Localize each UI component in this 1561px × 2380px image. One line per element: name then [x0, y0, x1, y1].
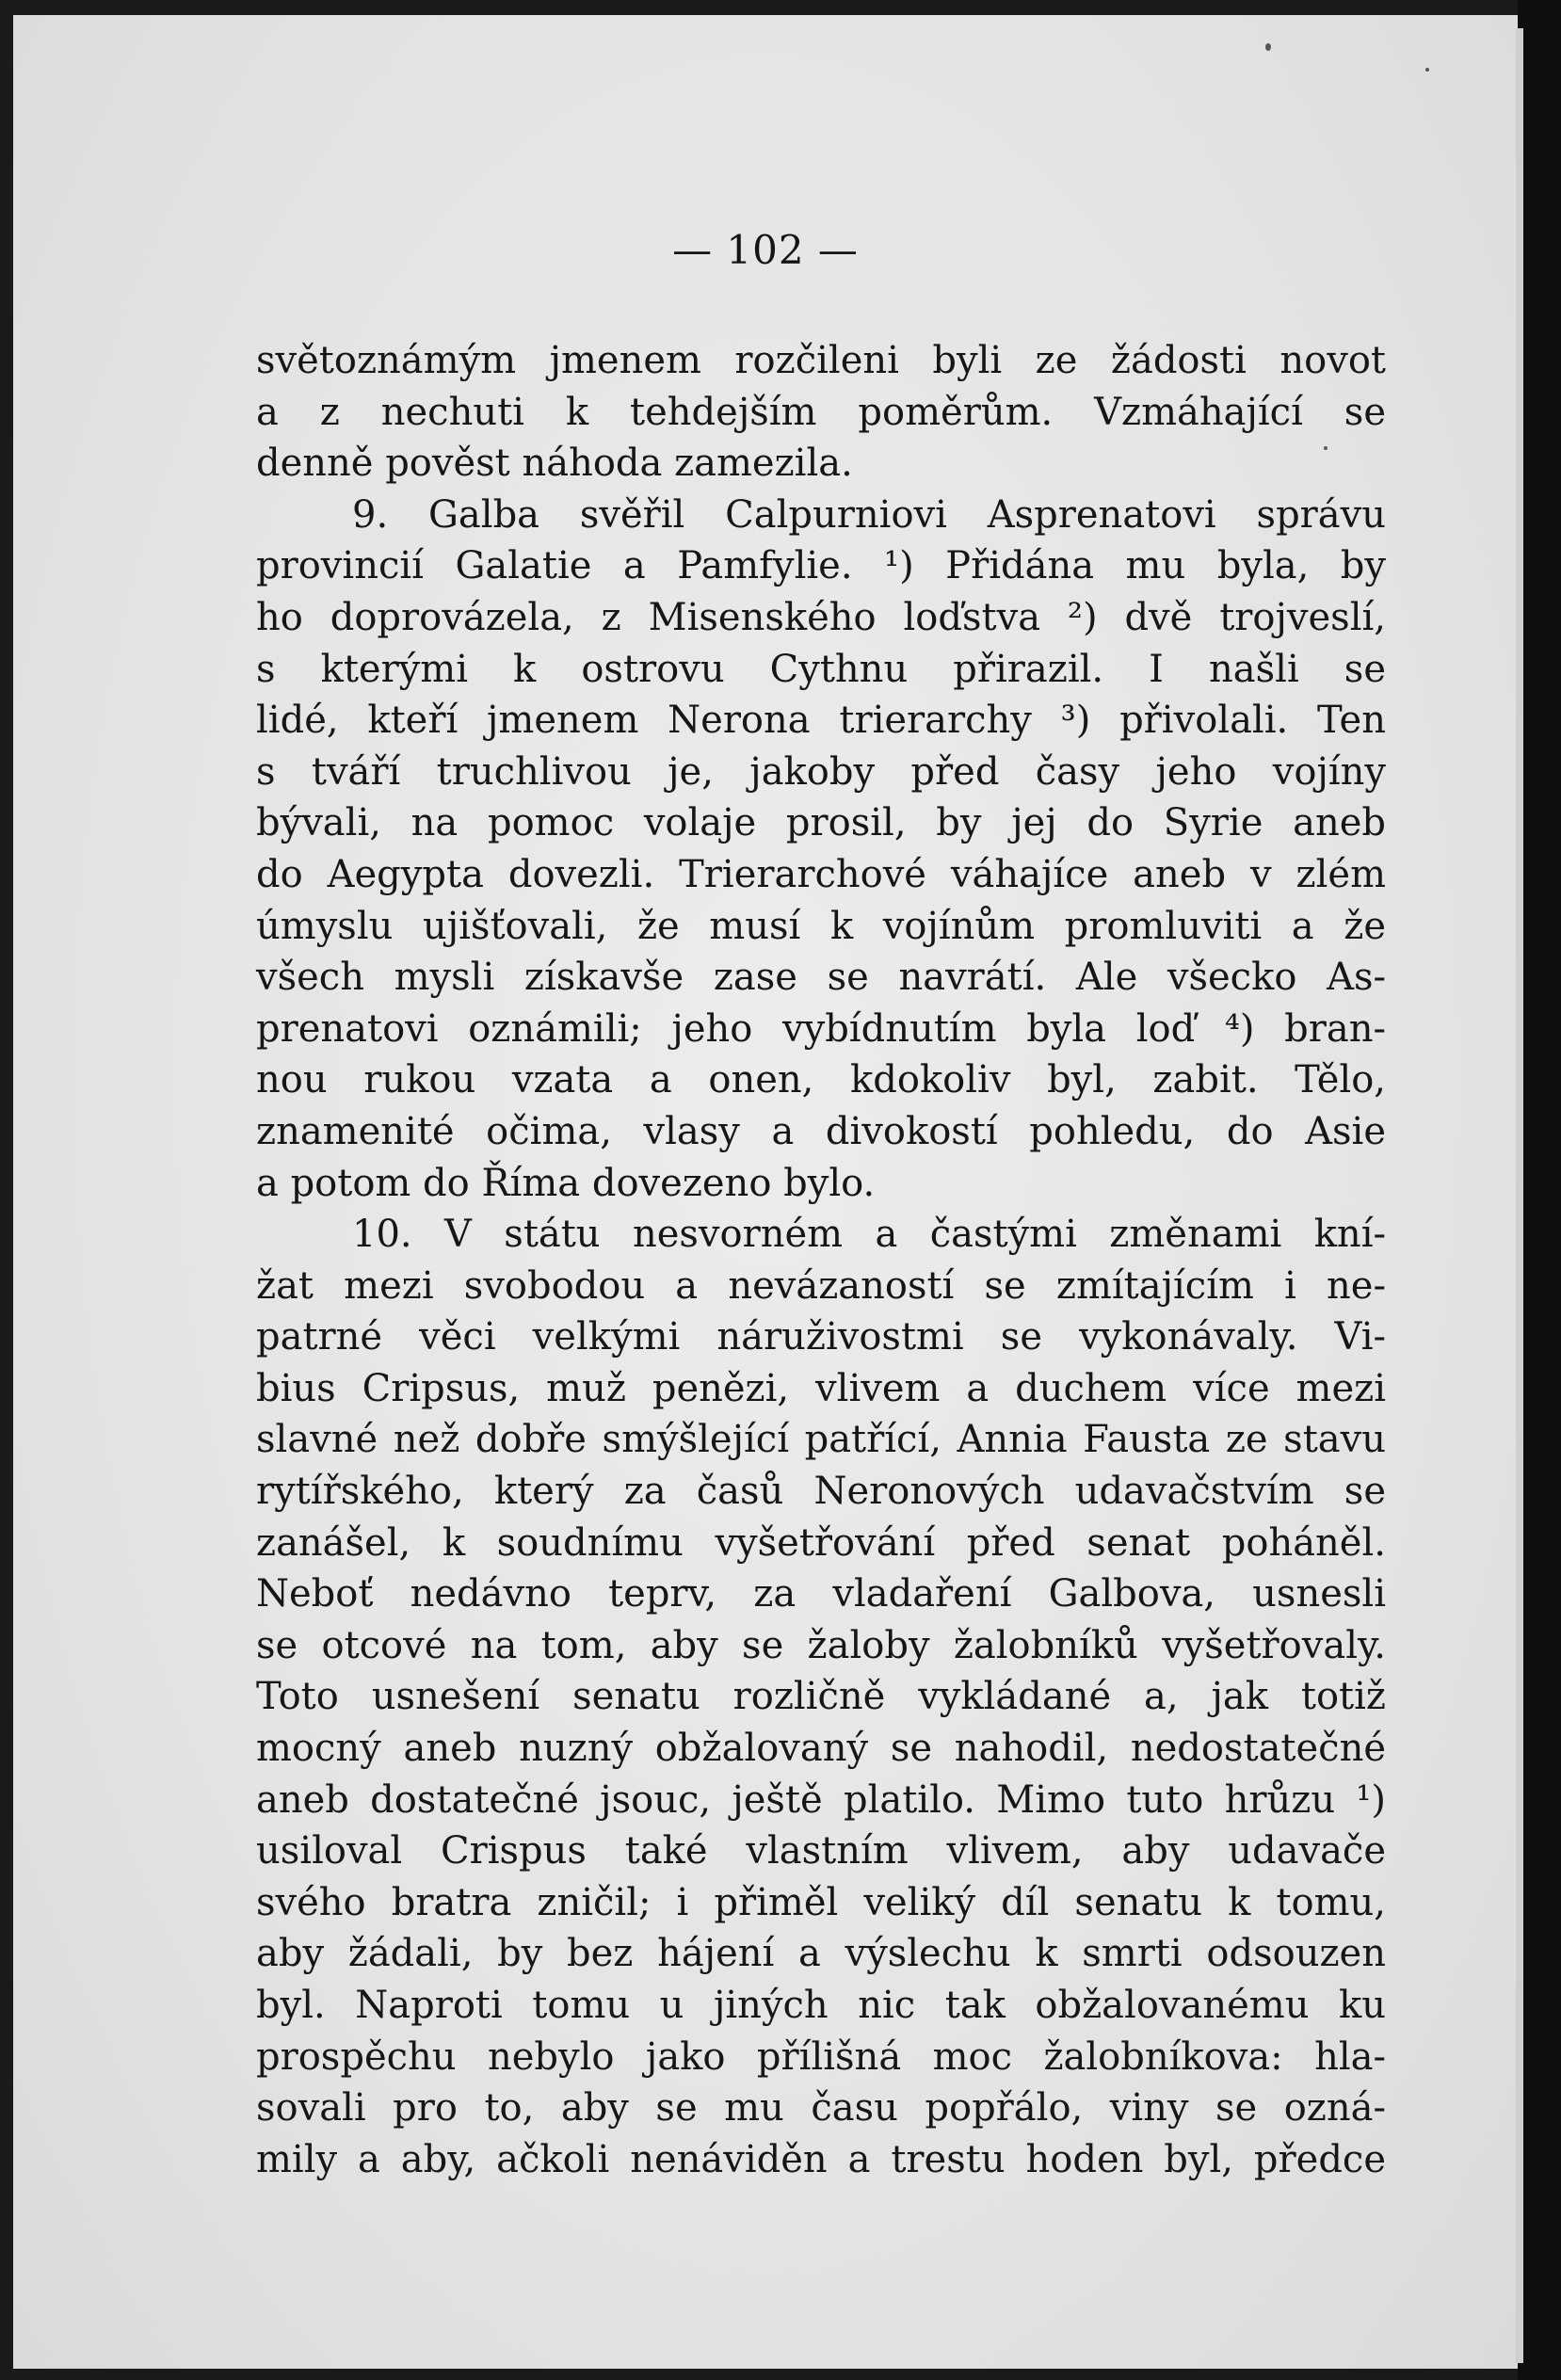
text-line: mocný aneb nuzný obžalovaný se nahodil, nedostatečné [256, 1727, 1386, 1771]
text-line: aneb dostatečné jsouc, ještě platilo. Mimo tuto hrůzu ¹) [256, 1777, 1386, 1822]
paper-speck [1265, 43, 1271, 51]
text-line: sovali pro to, aby se mu času popřálo, viny se ozná- [256, 2086, 1386, 2131]
book-page [13, 15, 1518, 2369]
text-line: patrné věci velkými náruživostmi se vykonávaly. Vi- [256, 1315, 1386, 1359]
text-line: se otcové na tom, aby se žaloby žalobníků vyšetřovaly. [256, 1623, 1386, 1667]
text-line: a potom do Říma dovezeno bylo. [256, 1161, 876, 1205]
scan-dark-edge [1518, 0, 1561, 2380]
text-line: denně pověst náhoda zamezila. [256, 442, 853, 486]
text-line: s tváří truchlivou je, jakoby před časy jeho vojíny [256, 749, 1386, 794]
text-line: aby žádali, by bez hájení a výslechu k smrti odsouzen [256, 1932, 1386, 1976]
text-line: provincií Galatie a Pamfylie. ¹) Přidána mu byla, by [256, 544, 1386, 588]
text-line: všech mysli získavše zase se navrátí. Ale všecko As- [256, 956, 1386, 1000]
text-line: světoznámým jmenem rozčileni byli ze žádosti novot [256, 339, 1386, 382]
paper-speck [1324, 446, 1328, 450]
text-line: Toto usnešení senatu rozličně vykládané a, jak totiž [256, 1675, 1386, 1719]
text-line: žat mezi svobodou a nevázaností se zmítajícím i ne- [256, 1263, 1386, 1308]
text-line: mily a aby, ačkoli nenáviděn a trestu hoden byl, předce [256, 2137, 1386, 2181]
text-line: 10. V státu nesvorném a častými změnami kní- [352, 1213, 1386, 1257]
text-line: znamenité očima, vlasy a divokostí pohledu, do Asie [256, 1109, 1386, 1153]
text-line: byl. Naproti tomu u jiných nic tak obžalovanému ku [256, 1984, 1386, 2027]
text-line: úmyslu ujišťovali, že musí k vojínům promluviti a že [256, 904, 1386, 948]
text-line: Neboť nedávno teprv, za vladaření Galbova, usnesli [256, 1572, 1386, 1616]
text-line: usiloval Crispus také vlastním vlivem, aby udavače [256, 1829, 1386, 1873]
text-line: slavné než dobře smýšlející patřící, Annia Fausta ze stavu [256, 1418, 1386, 1462]
text-line: zanášel, k soudnímu vyšetřování před senat poháněl. [256, 1520, 1386, 1565]
text-line: lidé, kteří jmenem Nerona trierarchy ³) přivolali. Ten [256, 699, 1386, 743]
paper-speck [1425, 68, 1429, 72]
text-line: nou rukou vzata a onen, kdokoliv byl, zabit. Tělo, [256, 1058, 1386, 1102]
page-edge-strip [1516, 28, 1523, 2363]
page-number: — 102 — [672, 227, 859, 273]
text-line: bius Cripsus, muž penězi, vlivem a duchem více mezi [256, 1366, 1386, 1410]
text-line: bývali, na pomoc volaje prosil, by jej do Syrie aneb [256, 801, 1386, 845]
text-line: rytířského, který za časů Neronových udavačstvím se [256, 1470, 1386, 1514]
text-line: do Aegypta dovezli. Trierarchové váhajíce aneb v zlém [256, 852, 1386, 896]
text-line: ho doprovázela, z Misenského loďstva ²) dvě trojveslí, [256, 595, 1386, 639]
text-line: 9. Galba svěřil Calpurniovi Asprenatovi správu [352, 492, 1386, 537]
text-line: svého bratra zničil; i přiměl veliký díl senatu k tomu, [256, 1880, 1386, 1924]
text-line: prospěchu nebylo jako přílišná moc žalobníkova: hla- [256, 2034, 1386, 2079]
text-line: a z nechuti k tehdejším poměrům. Vzmáhající se [256, 390, 1386, 434]
text-line: s kterými k ostrovu Cythnu přirazil. I našli se [256, 647, 1386, 691]
body-text [256, 335, 1386, 2185]
text-line: prenatovi oznámili; jeho vybídnutím byla loď ⁴) bran- [256, 1006, 1386, 1051]
